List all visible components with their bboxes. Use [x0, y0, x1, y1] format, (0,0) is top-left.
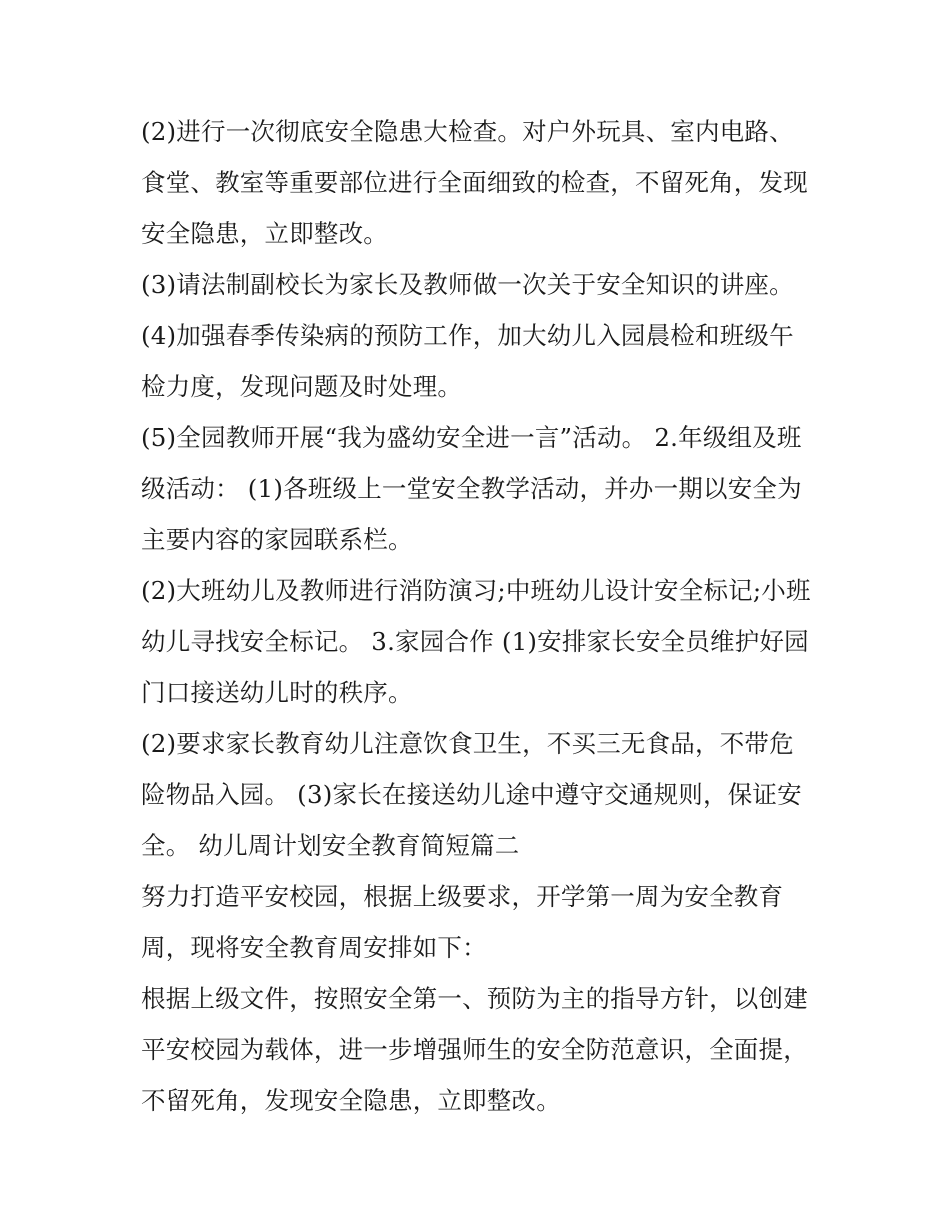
text-line: 门口接送幼儿时的秩序。 [141, 678, 413, 707]
text-line: (2)要求家长教育幼儿注意饮食卫生，不买三无食品，不带危 [141, 729, 794, 758]
text-line: 平安校园为载体，进一步增强师生的安全防范意识，全面提， [141, 1035, 808, 1064]
text-line: 安全隐患，立即整改。 [141, 219, 388, 248]
text-line: (3)请法制副校长为家长及教师做一次关于安全知识的讲座。 [141, 270, 794, 299]
text-line: 努力打造平安校园，根据上级要求，开学第一周为安全教育 [141, 882, 784, 911]
text-line: 全。 幼儿周计划安全教育简短篇二 [141, 831, 520, 860]
text-line: 幼儿寻找安全标记。 3.家园合作 (1)安排家长安全员维护好园 [141, 627, 809, 656]
text-line: 根据上级文件，按照安全第一、预防为主的指导方针，以创建 [141, 984, 808, 1013]
text-line: 险物品入园。 (3)家长在接送幼儿途中遵守交通规则，保证安 [141, 780, 802, 809]
text-line: (4)加强春季传染病的预防工作，加大幼儿入园晨检和班级午 [141, 321, 794, 350]
document-body [141, 106, 821, 1126]
text-line: 不留死角，发现安全隐患，立即整改。 [141, 1086, 561, 1115]
text-line: (5)全园教师开展“我为盛幼安全进一言”活动。 2.年级组及班 [141, 423, 802, 452]
text-line: 食堂、教室等重要部位进行全面细致的检查，不留死角，发现 [141, 168, 808, 197]
text-line: (2)进行一次彻底安全隐患大检查。对户外玩具、室内电路、 [141, 117, 794, 146]
text-line: 周，现将安全教育周安排如下： [141, 933, 487, 962]
text-line: 级活动： (1)各班级上一堂安全教学活动，并办一期以安全为 [141, 474, 802, 503]
text-line: 检力度，发现问题及时处理。 [141, 372, 463, 401]
text-line: (2)大班幼儿及教师进行消防演习;中班幼儿设计安全标记;小班 [141, 576, 811, 605]
text-line: 主要内容的家园联系栏。 [141, 525, 413, 554]
